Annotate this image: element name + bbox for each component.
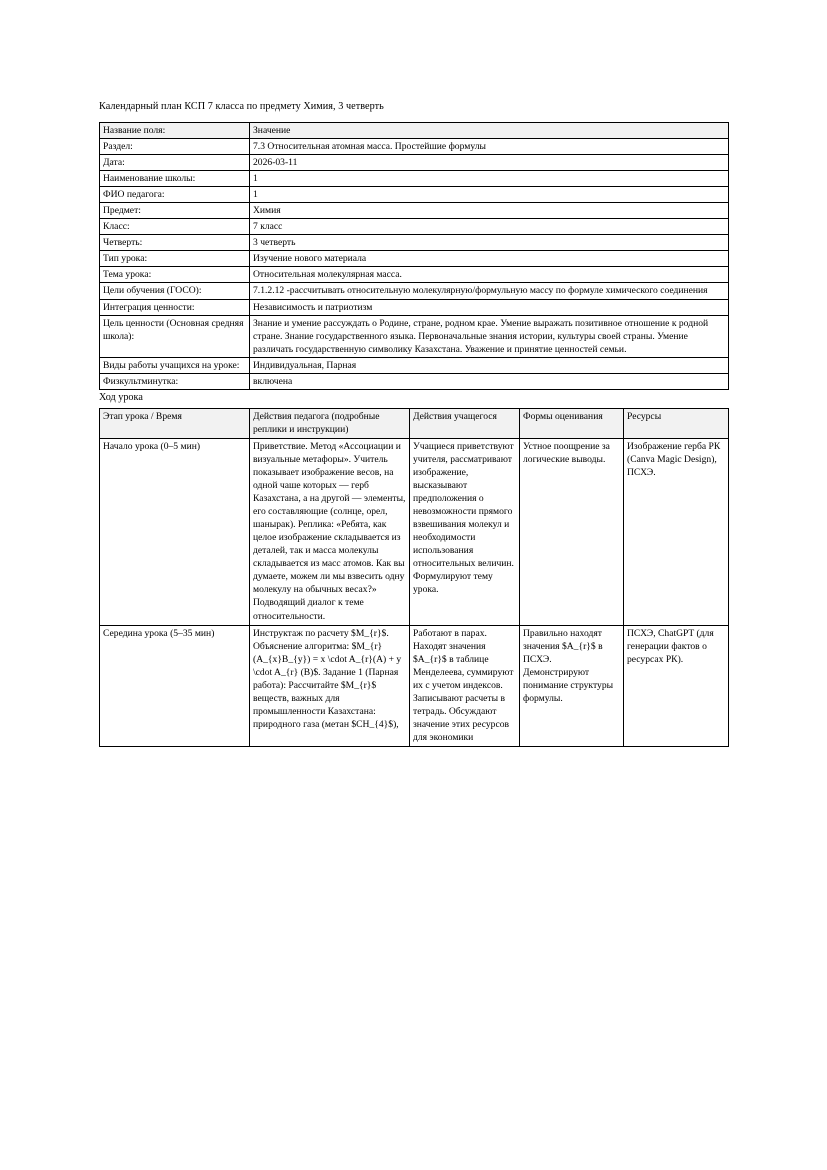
flow-student-actions-cell: Учащиеся приветствуют учителя, рассматривают изображение, высказывают предположения о невозможности прямого взвешивания молекул и необходимости использования относительных величин. Формулируют тему урока. <box>410 438 520 625</box>
lesson-meta-table <box>99 122 729 390</box>
meta-field-value: включена <box>250 373 729 389</box>
meta-field-label: Четверть: <box>100 235 250 251</box>
meta-table-row <box>100 251 729 267</box>
flow-stage-cell: Начало урока (0–5 мин) <box>100 438 250 625</box>
meta-field-value: Изучение нового материала <box>250 251 729 267</box>
meta-field-value: 1 <box>250 171 729 187</box>
meta-field-value: 7.3 Относительная атомная масса. Простейшие формулы <box>250 139 729 155</box>
meta-field-value: Независимость и патриотизм <box>250 299 729 315</box>
flow-column-header: Формы оценивания <box>520 408 624 438</box>
flow-resources-cell: Изображение герба РК (Canva Magic Design), ПСХЭ. <box>624 438 729 625</box>
meta-field-label: Тема урока: <box>100 267 250 283</box>
flow-assessment-cell: Устное поощрение за логические выводы. <box>520 438 624 625</box>
flow-assessment-cell: Правильно находят значения $A_{r}$ в ПСХЭ. Демонстрируют понимание структуры формулы. <box>520 625 624 746</box>
flow-column-header: Ресурсы <box>624 408 729 438</box>
meta-table-row <box>100 315 729 357</box>
meta-table-row <box>100 235 729 251</box>
flow-table-row <box>100 625 729 746</box>
meta-table-row <box>100 357 729 373</box>
meta-table-row <box>100 283 729 299</box>
meta-field-label: Предмет: <box>100 203 250 219</box>
meta-field-value: 2026-03-11 <box>250 155 729 171</box>
meta-field-label: Наименование школы: <box>100 171 250 187</box>
lesson-flow-clip <box>99 408 735 998</box>
meta-table-row <box>100 171 729 187</box>
meta-table-row <box>100 187 729 203</box>
meta-field-value: 3 четверть <box>250 235 729 251</box>
flow-teacher-actions-cell: Приветствие. Метод «Ассоциации и визуальные метафоры». Учитель показывает изображение весов, на одной чаше которых — герб Казахстана, а на другой — элементы, его составляющие (солнце, орел, шанырак). Реплика: «Ребята, как целое изображение складывается из деталей, так и масса молекулы складывается из масс атомов. Как вы думаете, можем ли мы взвесить одну молекулу на обычных весах?» Подводящий диалог к теме относительности. <box>250 438 410 625</box>
flow-stage-cell: Середина урока (5–35 мин) <box>100 625 250 746</box>
flow-column-header: Этап урока / Время <box>100 408 250 438</box>
flow-table-row <box>100 438 729 625</box>
meta-table-row <box>100 203 729 219</box>
meta-field-value: Относительная молекулярная масса. <box>250 267 729 283</box>
meta-field-label: Цели обучения (ГОСО): <box>100 283 250 299</box>
meta-field-label: ФИО педагога: <box>100 187 250 203</box>
flow-table-header-row <box>100 408 729 438</box>
meta-table-row <box>100 219 729 235</box>
meta-field-value: 7.1.2.12 -рассчитывать относительную молекулярную/формульную массу по формуле химического соединения <box>250 283 729 299</box>
meta-field-label: Виды работы учащихся на уроке: <box>100 357 250 373</box>
flow-column-header: Действия педагога (подробные реплики и инструкции) <box>250 408 410 438</box>
meta-field-value: 7 класс <box>250 219 729 235</box>
meta-header-value: Значение <box>250 123 729 139</box>
meta-field-value: Индивидуальная, Парная <box>250 357 729 373</box>
meta-field-label: Тип урока: <box>100 251 250 267</box>
meta-field-label: Физкультминутка: <box>100 373 250 389</box>
meta-field-label: Раздел: <box>100 139 250 155</box>
meta-field-label: Интеграция ценности: <box>100 299 250 315</box>
flow-student-actions-cell: Работают в парах. Находят значения $A_{r}$ в таблице Менделеева, суммируют их с учетом индексов. Записывают расчеты в тетрадь. Обсуждают значение этих ресурсов для экономики <box>410 625 520 746</box>
meta-field-value: 1 <box>250 187 729 203</box>
meta-header-field: Название поля: <box>100 123 250 139</box>
lesson-flow-caption: Ход урока <box>99 391 143 403</box>
page-title: Календарный план КСП 7 класса по предмету Химия, 3 четверть <box>99 101 384 112</box>
flow-column-header: Действия учащегося <box>410 408 520 438</box>
meta-field-label: Класс: <box>100 219 250 235</box>
meta-table-header-row <box>100 123 729 139</box>
lesson-flow-table <box>99 408 729 747</box>
meta-field-label: Цель ценности (Основная средняя школа): <box>100 315 250 357</box>
flow-teacher-actions-cell: Инструктаж по расчету $M_{r}$. Объяснение алгоритма: $M_{r} (A_{x}B_{y}) = x \cdot A_{r}(A) + y \cdot A_{r} (B)$. Задание 1 (Парная работа): Рассчитайте $M_{r}$ веществ, важных для промышленности Казахстана: природного газа (метан $CH_{4}$), <box>250 625 410 746</box>
meta-table-row <box>100 373 729 389</box>
flow-resources-cell: ПСХЭ, ChatGPT (для генерации фактов о ресурсах РК). <box>624 625 729 746</box>
meta-table-row <box>100 299 729 315</box>
meta-field-value: Химия <box>250 203 729 219</box>
meta-field-label: Дата: <box>100 155 250 171</box>
meta-table-row <box>100 139 729 155</box>
meta-table-row <box>100 267 729 283</box>
meta-table-row <box>100 155 729 171</box>
meta-field-value: Знание и умение рассуждать о Родине, стране, родном крае. Умение выражать позитивное отношение к родной стране. Знание государственного языка. Первоначальные знания истории, культуры своей страны. Умение различать государственную символику Казахстана. Уважение и принятие ценностей семьи. <box>250 315 729 357</box>
